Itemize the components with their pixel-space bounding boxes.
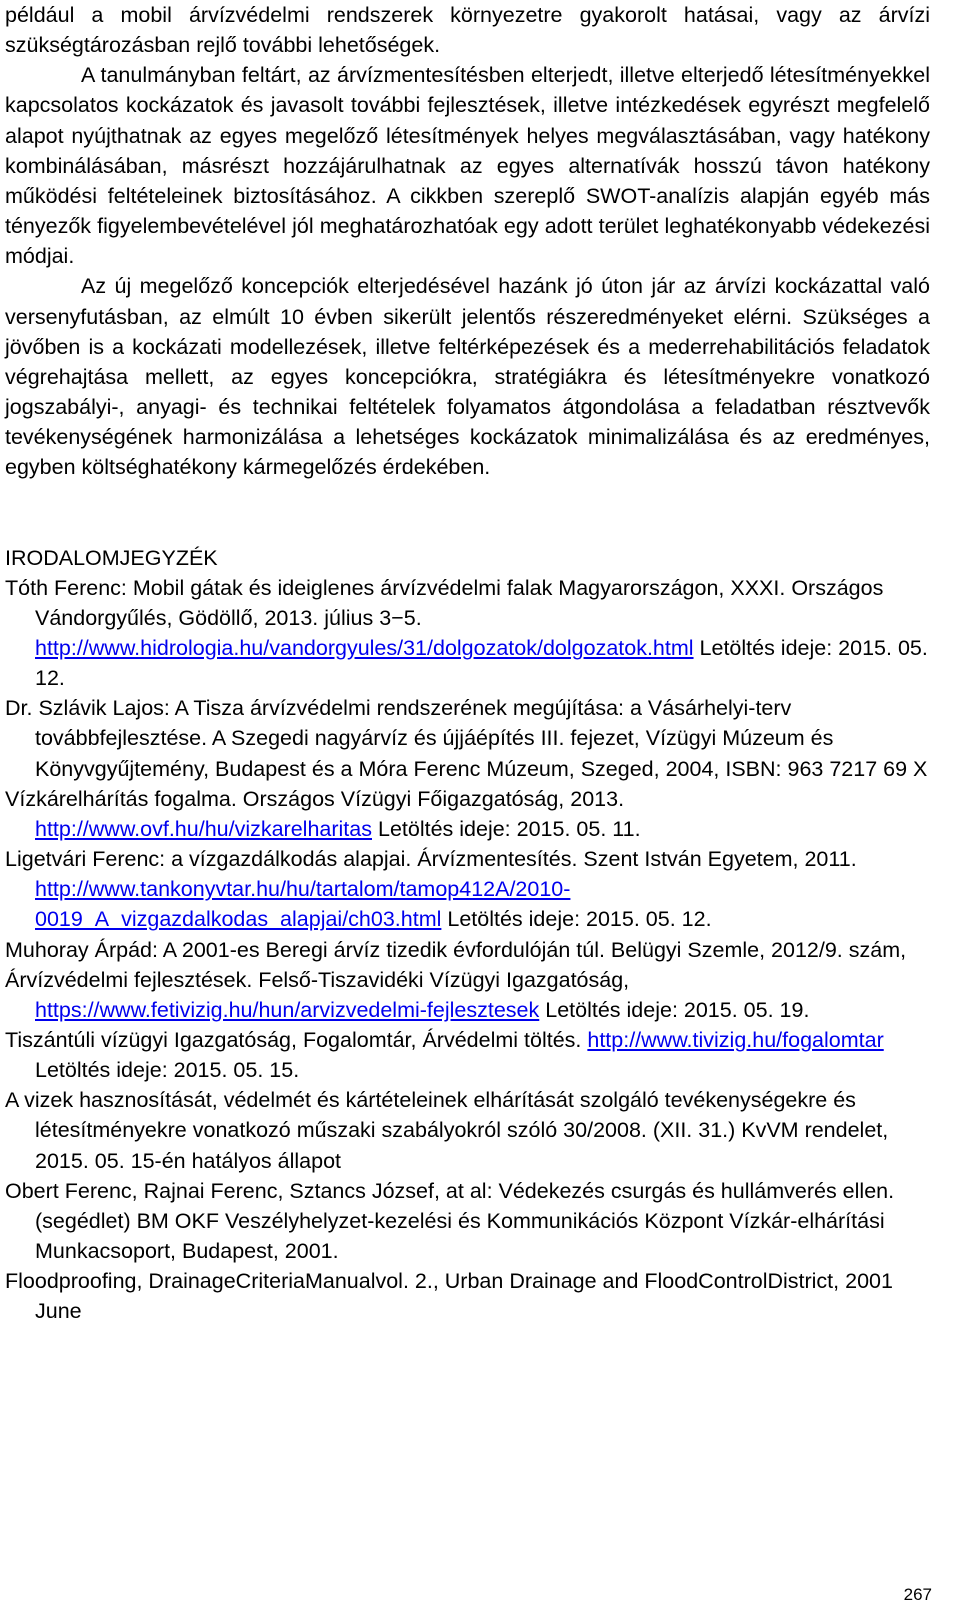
reference-text: Floodproofing, DrainageCriteriaManualvol. 2., Urban Drainage and FloodControlDistrict, 2001 June	[5, 1269, 893, 1324]
reference-text: Muhoray Árpád: A 2001-es Beregi árvíz tizedik évfordulóján túl. Belügyi Szemle, 2012/9. szám,	[5, 937, 907, 962]
reference-entry	[5, 844, 930, 934]
reference-entry	[5, 784, 930, 844]
document-page	[5, 0, 930, 1327]
reference-entry	[5, 693, 930, 783]
reference-download-date: Letöltés ideje: 2015. 05. 11.	[377, 816, 641, 841]
body-paragraph: például a mobil árvízvédelmi rendszerek környezetre gyakorolt hatásai, vagy az árvízi szükségtározásban rejlő további lehetőségek.	[5, 3, 930, 58]
page-number: 267	[903, 1585, 932, 1604]
reference-link[interactable]: http://www.hidrologia.hu/vandorgyules/31/dolgozatok/dolgozatok.html	[35, 635, 694, 660]
body-paragraph: A tanulmányban feltárt, az árvízmentesítésben elterjedt, illetve elterjedő létesítményekkel kapcsolatos kockázatok és javasolt további fejlesztések, illetve intézkedések egyrészt megfelelő alapot nyújthatnak az egyes megelőző létesítmények helyes megválasztásában, vagy hatékony kombinálásában, másrészt hozzájárulhatnak az egyes alternatívák hosszú távon hatékony működési feltételeinek biztosításához. A cikkben szereplő SWOT-analízis alapján egyéb más tényezők figyelembevételével jól meghatározhatóak egy adott terület leghatékonyabb védekezési módjai.	[5, 63, 930, 269]
reference-entry	[5, 1085, 930, 1175]
reference-text: Vízkárelhárítás fogalma. Országos Vízügyi Főigazgatóság, 2013.	[5, 786, 625, 811]
references-heading: IRODALOMJEGYZÉK	[5, 545, 218, 570]
reference-text: Ligetvári Ferenc: a vízgazdálkodás alapjai. Árvízmentesítés. Szent István Egyetem, 2011.	[5, 847, 857, 872]
reference-entry	[5, 935, 930, 965]
reference-link[interactable]: http://www.ovf.hu/hu/vizkarelharitas	[35, 816, 372, 841]
reference-link[interactable]: https://www.fetivizig.hu/hun/arvizvedelmi-fejlesztesek	[35, 997, 540, 1022]
reference-text: Tóth Ferenc: Mobil gátak és ideiglenes árvízvédelmi falak Magyarországon, XXXI. Országos Vándorgyűlés, Gödöllő, 2013. július 3−5.	[5, 575, 884, 630]
reference-download-date: Letöltés ideje: 2015. 05. 19.	[545, 997, 810, 1022]
reference-text: Obert Ferenc, Rajnai Ferenc, Sztancs József, at al: Védekezés csurgás és hullámverés ellen. (segédlet) BM OKF Veszélyhelyzet-kezelési és Kommunikációs Központ Vízkár-elhárítási Munkacsoport, Budapest, 2001.	[5, 1178, 895, 1264]
reference-text: Tiszántúli vízügyi Igazgatóság, Fogalomtár, Árvédelmi töltés.	[5, 1028, 582, 1052]
reference-entry	[5, 965, 930, 1025]
reference-entry	[5, 573, 930, 694]
reference-list	[5, 573, 930, 1327]
reference-link[interactable]: http://www.tankonyvtar.hu/hu/tartalom/tamop412A/2010-0019_A_vizgazdalkodas_alapjai/ch03.html	[35, 877, 571, 932]
reference-link[interactable]: http://www.tivizig.hu/fogalomtar	[587, 1028, 884, 1052]
body-paragraph: Az új megelőző koncepciók elterjedésével hazánk jó úton jár az árvízi kockázattal való versenyfutásban, az elmúlt 10 évben sikerült jelentős részeredményeket elérni. Szükséges a jövőben is a kockázati modellezések, illetve feltérképezések és a mederrehabilitációs feladatok végrehajtása mellett, az egyes koncepciókra, stratégiákra és létesítményekre vonatkozó jogszabályi-, anyagi- és technikai feltételek folyamatos átgondolása a feladatban résztvevők tevékenységének harmonizálása a lehetséges kockázatok minimalizálása és az eredményes, egyben költséghatékony kármegelőzés érdekében.	[5, 274, 930, 480]
reference-download-date: Letöltés ideje: 2015. 05. 15.	[35, 1058, 300, 1083]
reference-download-date: Letöltés ideje: 2015. 05. 12.	[35, 635, 928, 691]
reference-text: Dr. Szlávik Lajos: A Tisza árvízvédelmi rendszerének megújítása: a Vásárhelyi-terv továbbfejlesztése. A Szegedi nagyárvíz és újjáépítés III. fejezet, Vízügyi Múzeum és Könyvgyűjtemény, Budapest és a Móra Ferenc Múzeum, Szeged, 2004, ISBN: 963 7217 69 X	[5, 696, 928, 781]
reference-entry	[5, 1025, 930, 1085]
reference-text: Árvízvédelmi fejlesztések. Felső-Tiszavidéki Vízügyi Igazgatóság,	[5, 967, 630, 992]
reference-text: A vizek hasznosítását, védelmét és kártételeinek elhárítását szolgáló tevékenységekre és létesítményekre vonatkozó műszaki szabályokról szóló 30/2008. (XII. 31.) KvVM rendelet, 2015. 05. 15-én hatályos állapot	[5, 1088, 889, 1173]
reference-entry	[5, 1266, 930, 1326]
reference-download-date: Letöltés ideje: 2015. 05. 12.	[447, 907, 712, 932]
reference-entry	[5, 1176, 930, 1266]
